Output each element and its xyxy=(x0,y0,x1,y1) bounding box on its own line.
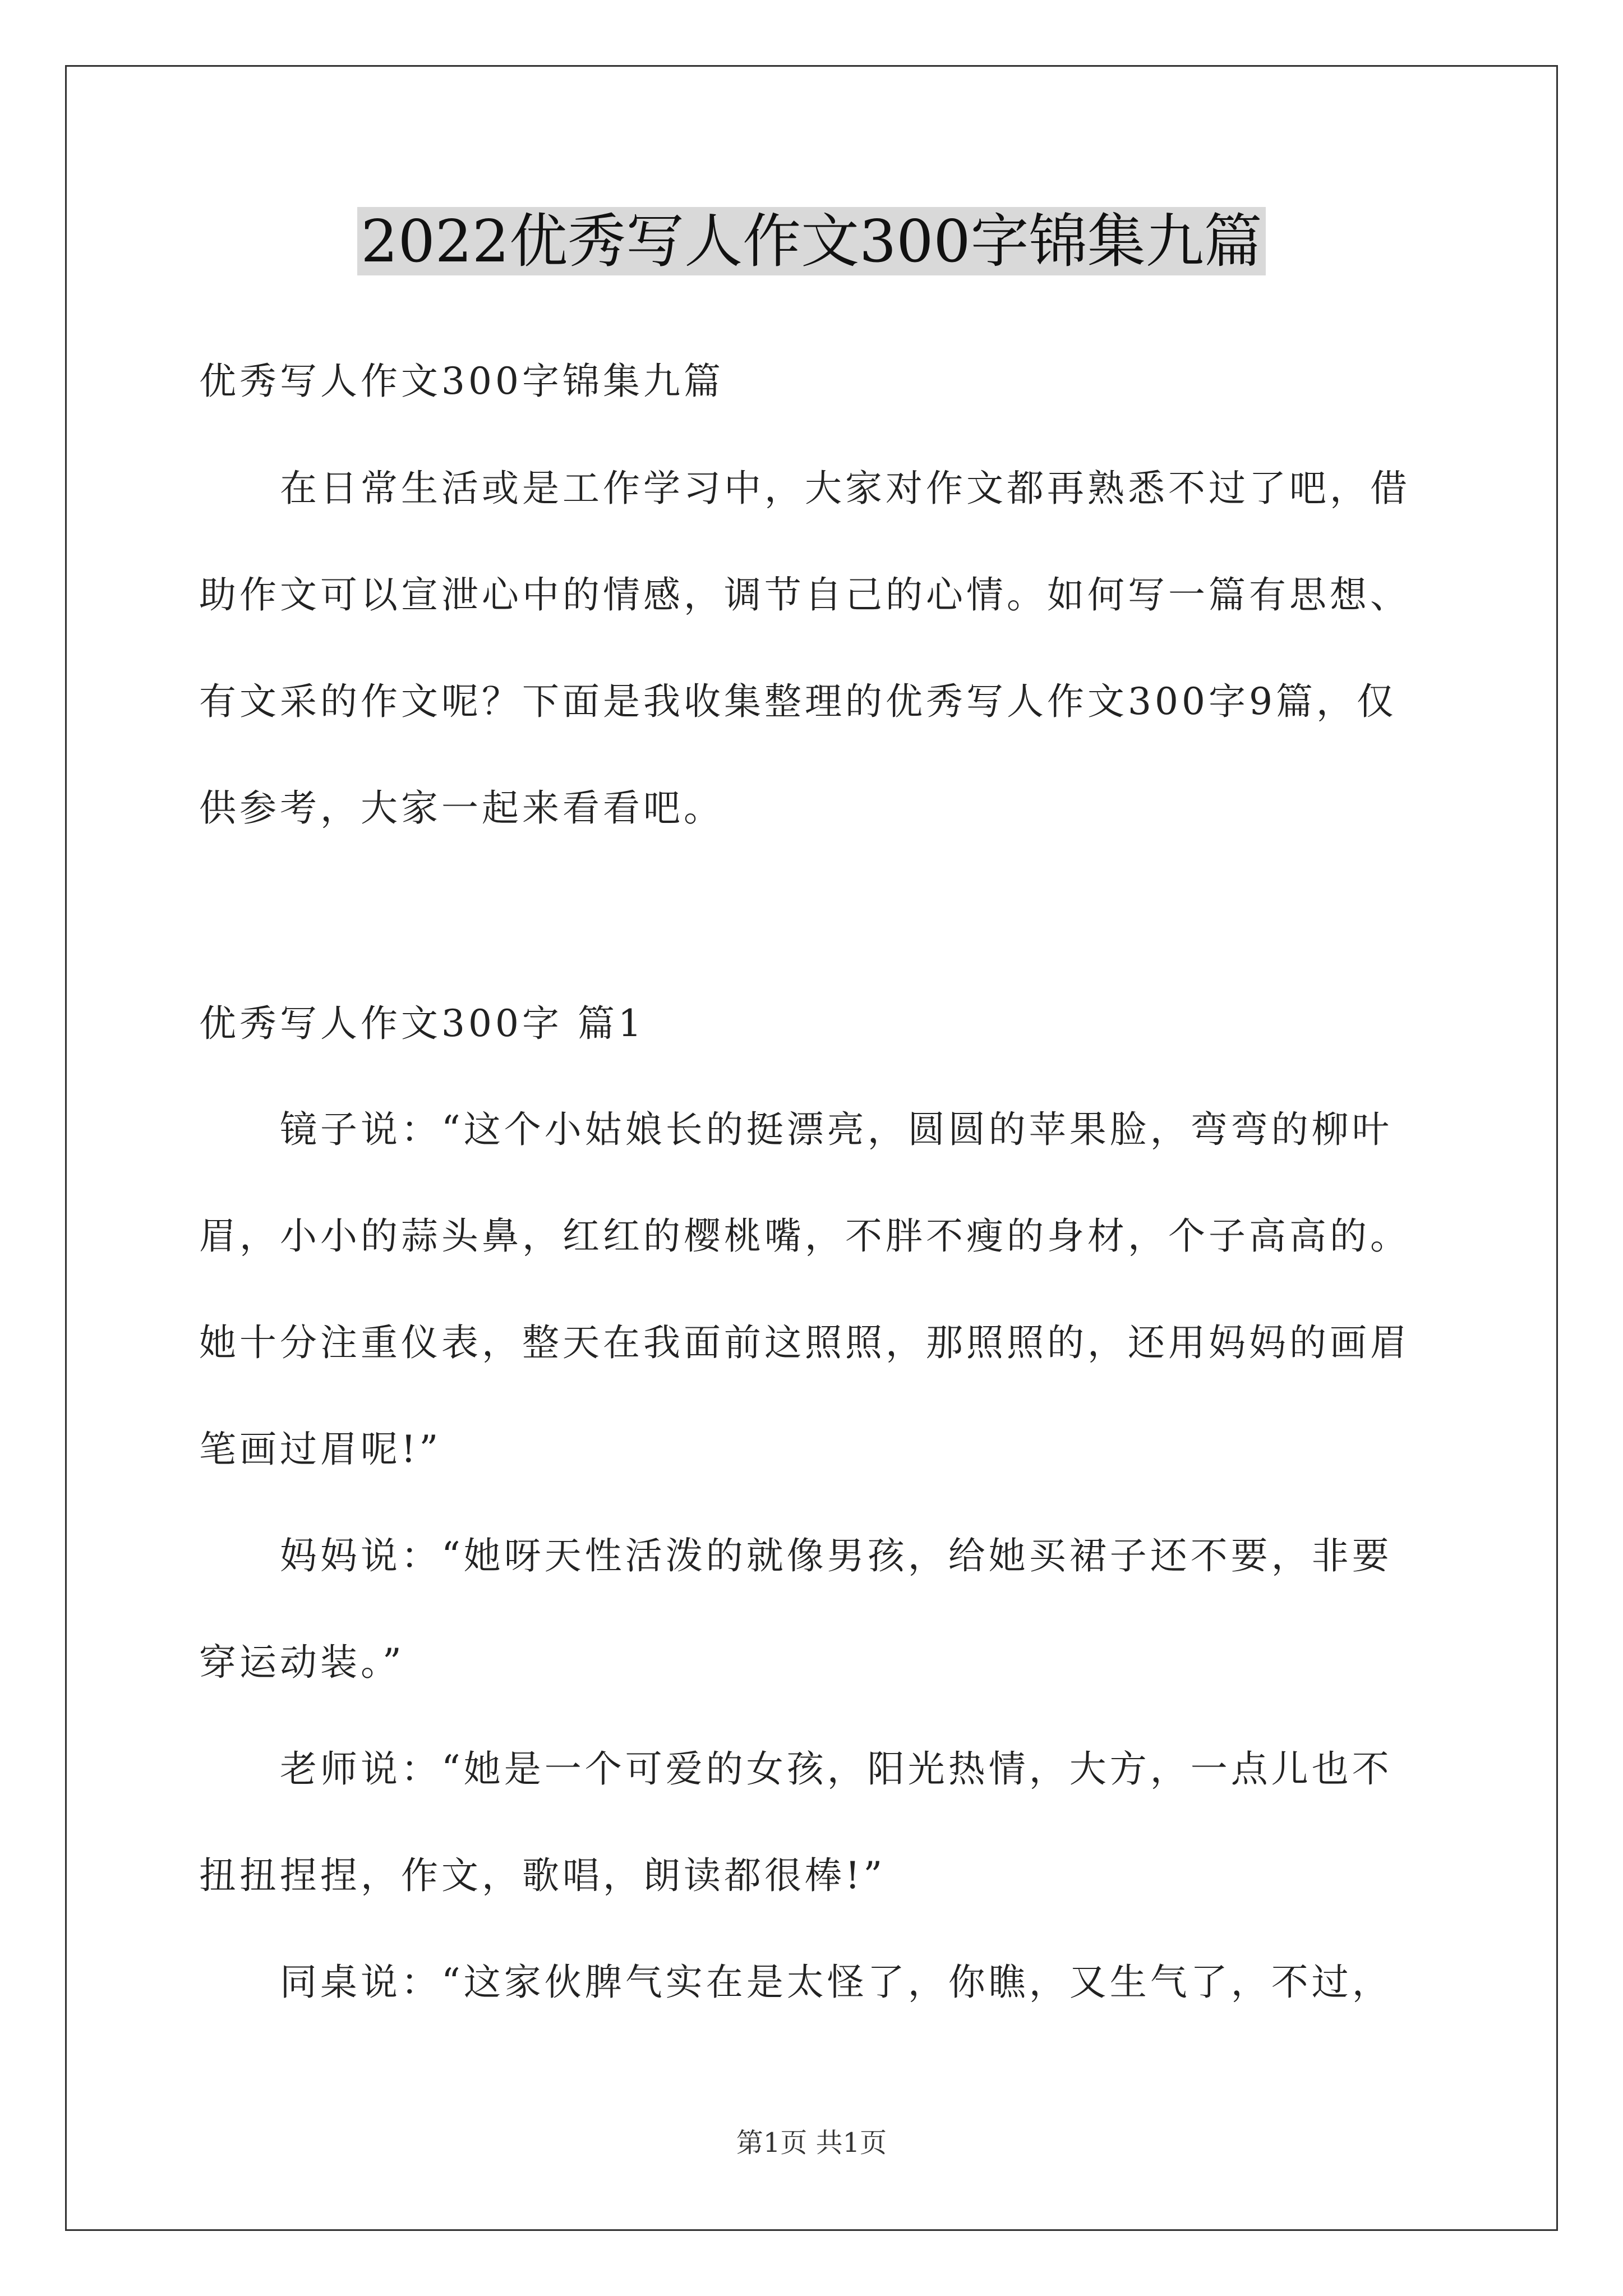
subtitle-text: 优秀写人作文300字锦集九篇 xyxy=(199,360,724,403)
section-heading-text: 优秀写人作文300字 篇1 xyxy=(199,1002,645,1045)
intro-text: 在日常生活或是工作学习中，大家对作文都再熟悉不过了吧，借助作文可以宣泄心中的情感，调节自己的心情。如何写一篇有思想、有文采的作文呢？下面是我收集整理的优秀写人作文300字9篇，仅供参考，大家一起来看看吧。 xyxy=(199,467,1410,830)
section-heading xyxy=(199,970,1427,1077)
paragraph: 妈妈说：“她呀天性活泼的就像男孩，给她买裙子还不要，非要穿运动装。” xyxy=(199,1534,1393,1684)
intro-paragraph xyxy=(199,435,1427,862)
paragraph: 同桌说：“这家伙脾气实在是太怪了，你瞧，又生气了，不过， xyxy=(280,1961,1393,2004)
paragraph: 老师说：“她是一个可爱的女孩，阳光热情，大方，一点儿也不扭扭捏捏，作文，歌唱，朗读都很棒!” xyxy=(199,1747,1393,1897)
page-footer xyxy=(0,2126,1623,2160)
document-title xyxy=(0,199,1623,283)
paragraph: 镜子说：“这个小姑娘长的挺漂亮，圆圆的苹果脸，弯弯的柳叶眉，小小的蒜头鼻，红红的樱桃嘴，不胖不瘦的身材，个子高高的。她十分注重仪表，整天在我面前这照照，那照照的，还用妈妈的画眉笔画过眉呢!” xyxy=(199,1108,1410,1471)
essay-body xyxy=(199,1076,1427,2036)
page-number: 第1页 共1页 xyxy=(736,2127,887,2159)
document-title-text: 2022优秀写人作文300字锦集九篇 xyxy=(357,207,1265,275)
document-subtitle xyxy=(199,328,1427,435)
